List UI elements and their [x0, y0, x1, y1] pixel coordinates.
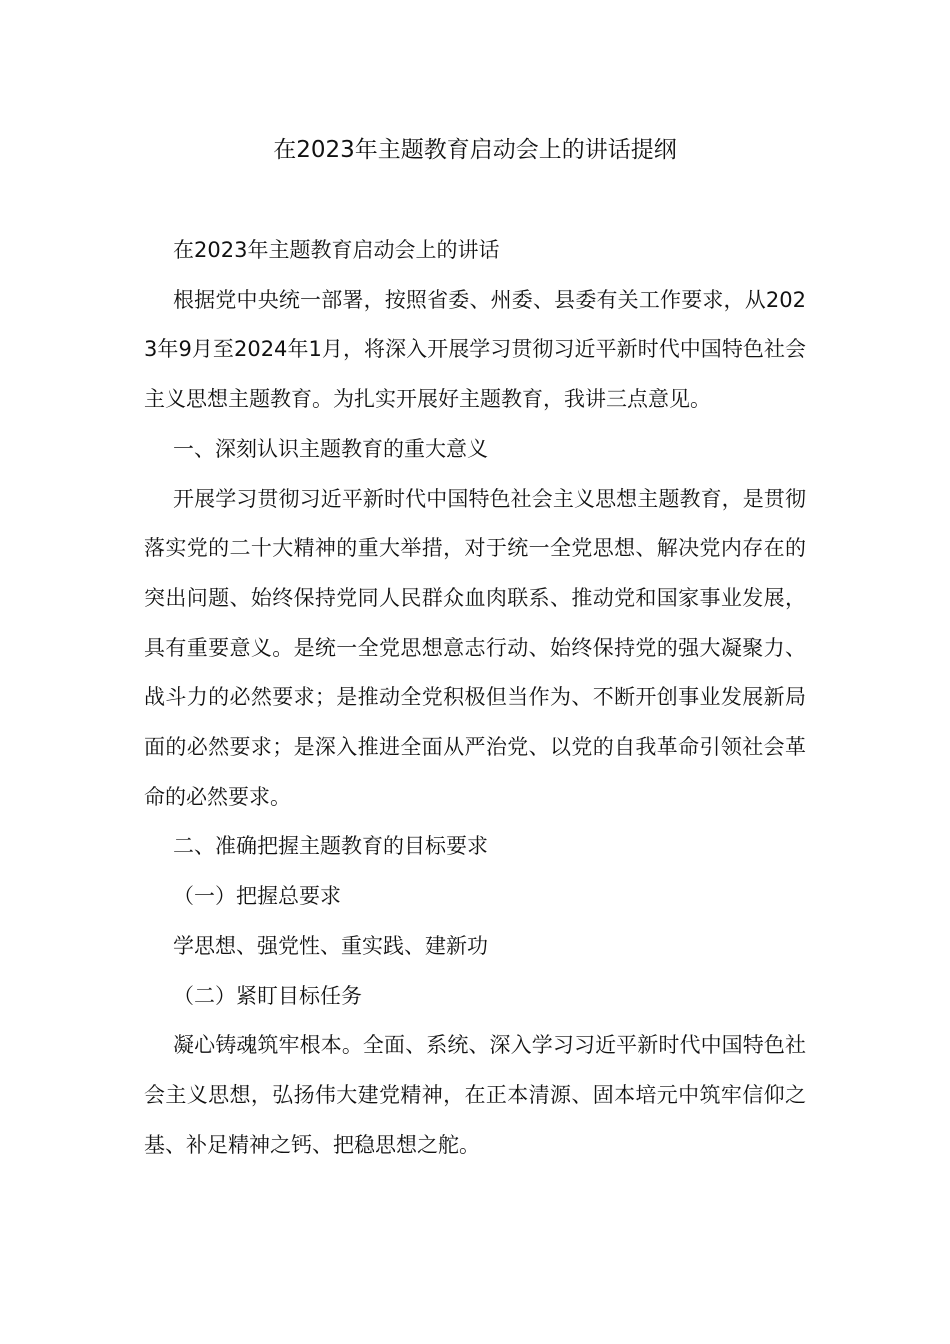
paragraph-general-requirements: 学思想、强党性、重实践、建新功 — [173, 933, 488, 958]
paragraph-significance: 开展学习贯彻习近平新时代中国特色社会主义思想主题教育，是贯彻落实党的二十大精神的重大举措，对于统一全党思想、解决党内存在的突出问题、始终保持党同人民群众血肉联系、推动党和国家事业发展，具有重要意义。是统一全党思想意志行动、始终保持党的强大凝聚力、战斗力的必然要求；是推动全党积极但当作为、不断开创事业发展新局面的必然要求；是深入推进全面从严治党、以党的自我革命引领社会革命的必然要求。 — [144, 486, 806, 809]
document-title: 在2023年主题教育启动会上的讲话提纲 — [273, 137, 677, 163]
section-heading-2: 二、准确把握主题教育的目标要求 — [173, 834, 488, 859]
paragraph-target-tasks: 凝心铸魂筑牢根本。全面、系统、深入学习习近平新时代中国特色社会主义思想，弘扬伟大建党精神，在正本清源、固本培元中筑牢信仰之基、补足精神之钙、把稳思想之舵。 — [144, 1033, 806, 1157]
paragraph-speech-heading: 在2023年主题教育启动会上的讲话 — [173, 238, 500, 262]
subheading-general-requirements: （一）把握总要求 — [173, 884, 341, 909]
subheading-target-tasks: （二）紧盯目标任务 — [173, 983, 362, 1008]
section-heading-1: 一、深刻认识主题教育的重大意义 — [173, 436, 488, 461]
paragraph-intro: 根据党中央统一部署，按照省委、州委、县委有关工作要求，从2023年9月至2024年1月，将深入开展学习贯彻习近平新时代中国特色社会主义思想主题教育。为扎实开展好主题教育，我讲三点意见。 — [144, 287, 806, 412]
document-body — [144, 226, 806, 1170]
